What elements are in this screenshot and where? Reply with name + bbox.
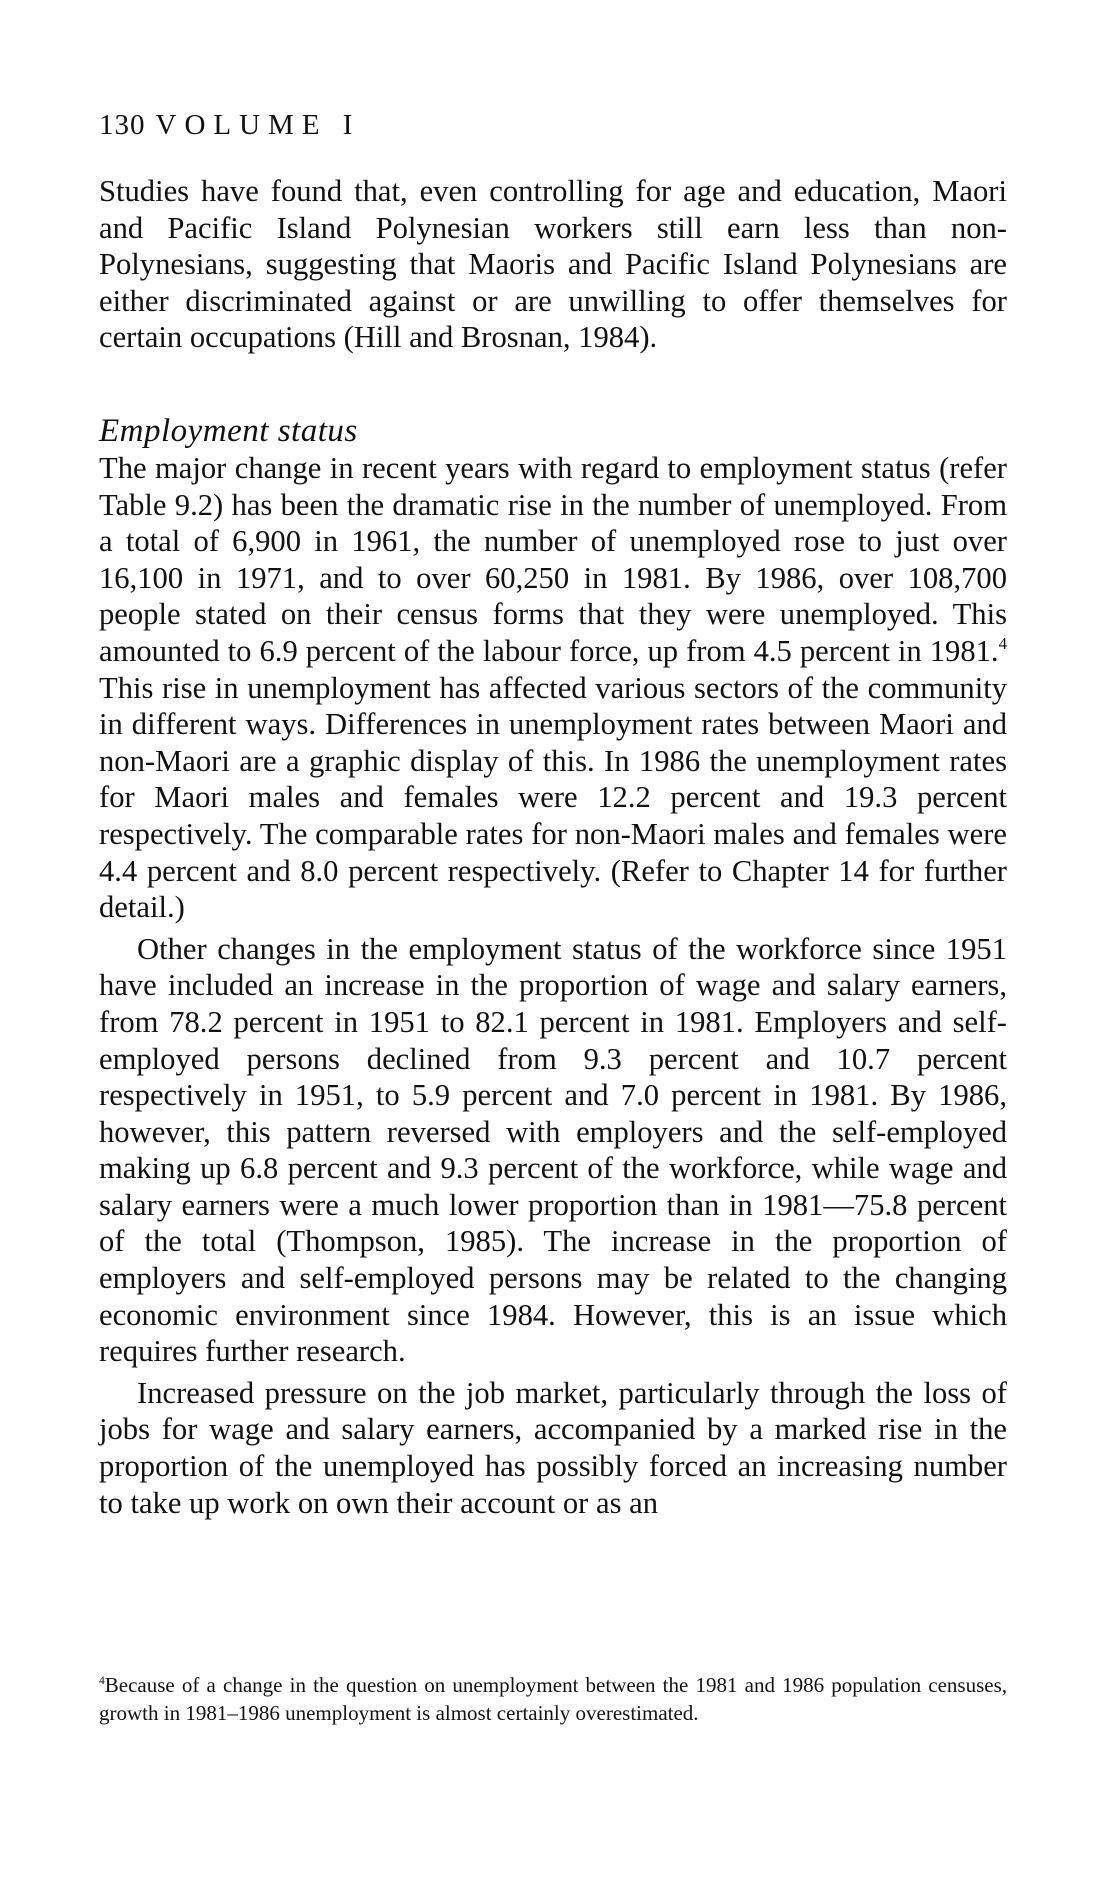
paragraph-1-part-1: The major change in recent years with regard to employment status (refer Table 9.2) has been the dramatic rise in the number of unemployed. From a total of 6,900 in 1961, the number of unemployed rose to just over 16,100 in 1971, and to over 60,250 in 1981. By 1986, over 108,700 people stated on their census forms that they were unemployed. This amounted to 6.9 percent of the labour force, up from 4.5 percent in 1981. <box>99 451 1007 668</box>
footnote-reference: 4 <box>998 634 1007 654</box>
page-number: 130 <box>99 109 146 141</box>
footnote <box>99 1671 1007 1727</box>
paragraph-3: Increased pressure on the job market, particularly through the loss of jobs for wage and salary earners, accompanied by a marked rise in the proportion of the unemployed has possibly forced an increasing number to take up work on own their account or as an <box>99 1375 1007 1520</box>
intro-section <box>99 173 1007 356</box>
volume-label: VOLUME I <box>155 109 361 141</box>
paragraph-1-part-2: This rise in unemployment has affected various sectors of the community in different ways. Differences in unemployment rates between Maori and non-Maori are a graphic display of this. In 1986 the unemployment rates for Maori males and females were 12.2 percent and 19.3 percent respectively. The comparable rates for non-Maori males and females were 4.4 percent and 8.0 percent respectively. (Refer to Chapter 14 for further detail.) <box>99 670 1007 925</box>
paragraph-1 <box>99 450 1007 926</box>
paragraph-2: Other changes in the employment status of the workforce since 1951 have included an increase in the proportion of wage and salary earners, from 78.2 percent in 1951 to 82.1 percent in 1981. Employers and self-employed persons declined from 9.3 percent and 10.7 percent respectively in 1951, to 5.9 percent and 7.0 percent in 1981. By 1986, however, this pattern reversed with employers and the self-employed making up 6.8 percent and 9.3 percent of the workforce, while wage and salary earners were a much lower proportion than in 1981—75.8 percent of the total (Thompson, 1985). The increase in the proportion of employers and self-employed persons may be related to the changing economic environment since 1984. However, this is an issue which requires further research. <box>99 931 1007 1369</box>
footnote-text: Because of a change in the question on unemployment between the 1981 and 1986 population censuses, growth in 1981–1986 unemployment is almost certainly overestimated. <box>99 1673 1007 1725</box>
running-head <box>99 108 360 142</box>
employment-status-section <box>99 450 1007 1521</box>
intro-paragraph: Studies have found that, even controlling for age and education, Maori and Pacific Island Polynesian workers still earn less than non-Polynesians, suggesting that Maoris and Pacific Island Polynesians are either discriminated against or are unwilling to offer themselves for certain occupations (Hill and Brosnan, 1984). <box>99 174 1007 355</box>
section-heading: Employment status <box>99 413 358 449</box>
footnote-marker: 4 <box>99 1674 105 1687</box>
